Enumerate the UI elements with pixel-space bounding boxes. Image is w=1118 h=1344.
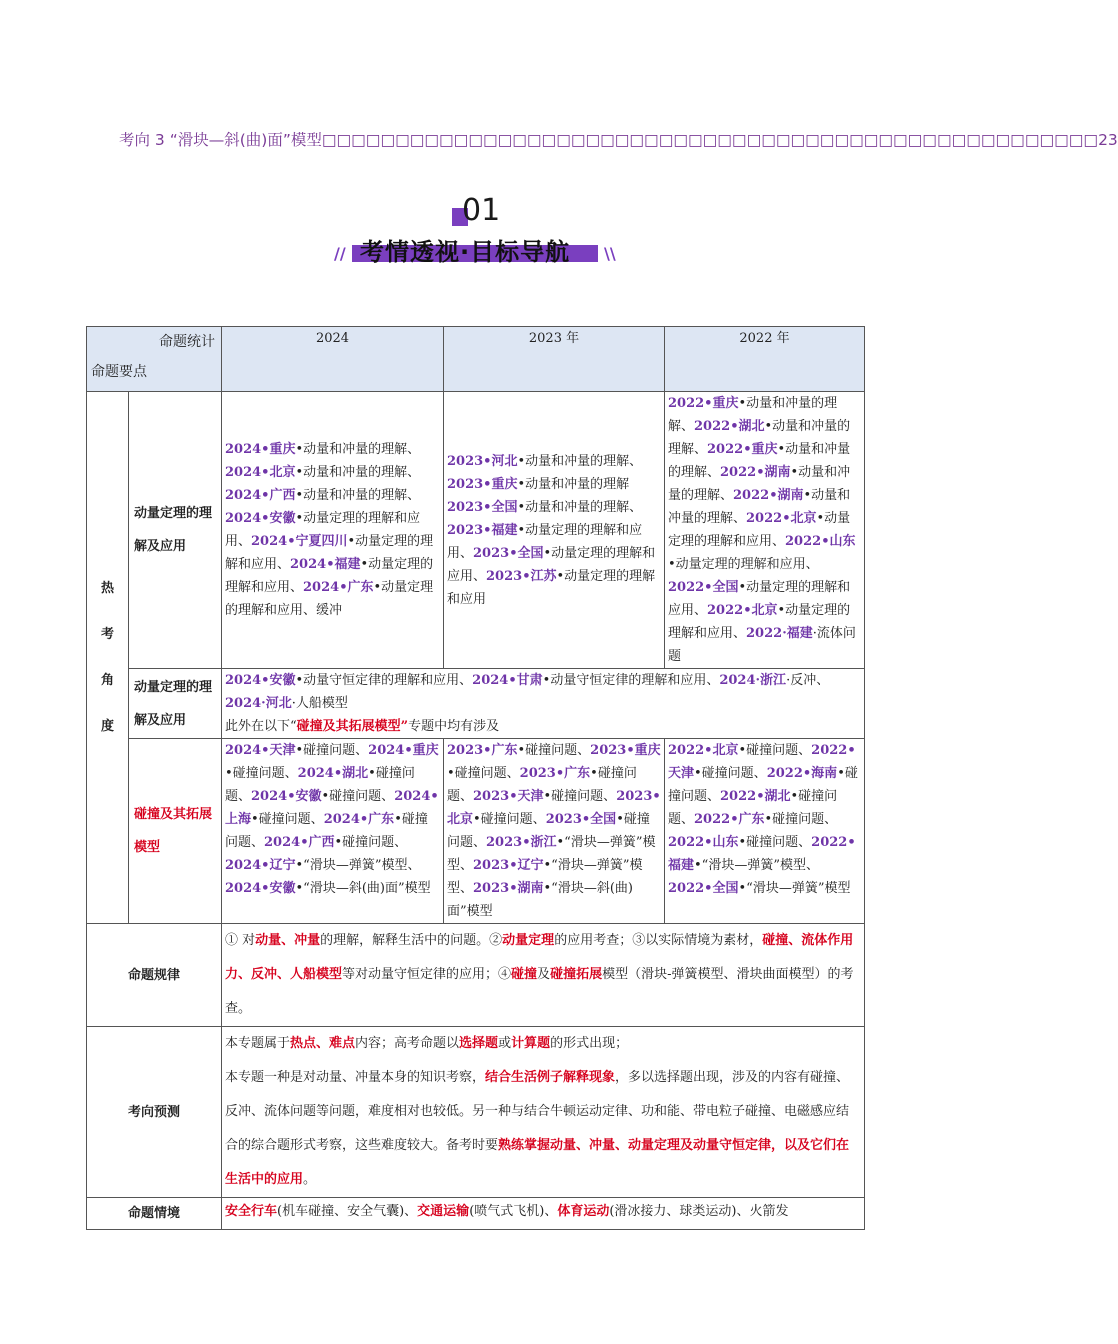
header-bottom-label: 命题要点: [91, 364, 147, 380]
table-row: [87, 739, 865, 924]
table-header-row: [87, 327, 865, 392]
exam-analysis-table: [86, 326, 865, 1230]
forecast-content: 本专题属于热点、难点内容；高考命题以选择题或计算题的形式出现； 本专题一种是对动量、冲量本身的知识考察，结合生活例子解释现象，多以选择题出现，涉及的内容有碰撞、反冲、流体问题等问题，难度相对也较低。另一种与结合牛顿运动定律、功和能、带电粒子碰撞、电磁感应结合的综合题形式考察，这些难度较大。备考时要熟练掌握动量、冲量、动量定理及动量守恒定律，以及它们在生活中的应用。: [222, 1027, 865, 1198]
toc-leader: □□□□□□□□□□□□□□□□□□□□□□□□□□□□□□□□□□□□□□□□□□□□□□□□□□□□□: [321, 131, 1099, 149]
forecast-label: 考向预测: [87, 1027, 222, 1198]
banner-slash-right: \\: [604, 244, 616, 263]
table-row: [87, 1027, 865, 1198]
cell-2024-collision: 2024•天津•碰撞问题、2024•重庆•碰撞问题、2024•湖北•碰撞问题、2024•安徽•碰撞问题、2024•上海•碰撞问题、2024•广东•碰撞问题、2024•广西•碰撞问题、2024•辽宁•“滑块—弹簧”模型、2024•安徽•“滑块—斜(曲)面”模型: [222, 739, 444, 924]
table-row: [87, 669, 865, 739]
situation-content: 安全行车(机车碰撞、安全气囊)、交通运输(喷气式飞机)、体育运动(滑冰接力、球类运动)、火箭发: [222, 1198, 865, 1230]
cell-2022-collision: 2022•北京•碰撞问题、2022•天津•碰撞问题、2022•海南•碰撞问题、2022•湖北•碰撞问题、2022•广东•碰撞问题、2022•山东•碰撞问题、2022•福建•“滑块—弹簧”模型、2022•全国•“滑块—弹簧”模型: [665, 739, 865, 924]
header-diagonal-cell: [87, 327, 222, 392]
table-row: [87, 392, 865, 669]
header-top-label: 命题统计: [159, 334, 215, 350]
table-row: [87, 924, 865, 1027]
vertical-label: 热 考 角 度: [87, 392, 129, 924]
rule-content: ① 对动量、冲量的理解，解释生活中的问题。②动量定理的应用考查；③以实际情境为素材，碰撞、流体作用力、反冲、人船模型等对动量守恒定律的应用；④碰撞及碰撞拓展模型（滑块-弹簧模型、滑块曲面模型）的考查。: [222, 924, 865, 1027]
table-row: [87, 1198, 865, 1230]
banner-slash-left: //: [334, 244, 346, 263]
section-number: 01: [462, 193, 501, 228]
row-label-momentum-conservation: 动量定理的理解及应用: [129, 669, 222, 739]
header-2022: 2022 年: [665, 327, 865, 392]
cell-2022-momentum: 2022•重庆•动量和冲量的理解、2022•湖北•动量和冲量的理解、2022•重庆•动量和冲量的理解、2022•湖南•动量和冲量的理解、2022•湖南•动量和冲量的理解、2022•北京•动量定理的理解和应用、2022•山东•动量定理的理解和应用、2022•全国•动量定理的理解和应用、2022•北京•动量定理的理解和应用、2022·福建·流体问题: [665, 392, 865, 669]
cell-2023-collision: 2023•广东•碰撞问题、2023•重庆•碰撞问题、2023•广东•碰撞问题、2023•天津•碰撞问题、2023•北京•碰撞问题、2023•全国•碰撞问题、2023•浙江•“滑块—弹簧”模型、2023•辽宁•“滑块—弹簧”模型、2023•湖南•“滑块—斜(曲)面”模型: [444, 739, 665, 924]
toc-page: 23: [1098, 131, 1118, 149]
situation-label: 命题情境: [87, 1198, 222, 1230]
cell-2024-momentum: 2024•重庆•动量和冲量的理解、2024•北京•动量和冲量的理解、2024•广西•动量和冲量的理解、2024•安徽•动量定理的理解和应用、2024•宁夏四川•动量定理的理解和应用、2024•福建•动量定理的理解和应用、2024•广东•动量定理的理解和应用、缓冲: [222, 392, 444, 669]
header-2024: 2024: [222, 327, 444, 392]
toc-entry[interactable]: [119, 128, 1118, 150]
header-2023: 2023 年: [444, 327, 665, 392]
cell-2023-momentum: 2023•河北•动量和冲量的理解、2023•重庆•动量和冲量的理解 2023•全国•动量和冲量的理解、2023•福建•动量定理的理解和应用、2023•全国•动量定理的理解和应用、2023•江苏•动量定理的理解和应用: [444, 392, 665, 669]
toc-title: 考向 3 “滑块—斜(曲)面”模型: [119, 131, 322, 149]
row-label-momentum-theorem: 动量定理的理解及应用: [129, 392, 222, 669]
rule-label: 命题规律: [87, 924, 222, 1027]
cell-conservation: 2024•安徽•动量守恒定律的理解和应用、2024•甘肃•动量守恒定律的理解和应用、2024·浙江·反冲、2024·河北·人船模型 此外在以下“碰撞及其拓展模型”专题中均有涉及: [222, 669, 865, 739]
section-title: 考情透视·目标导航: [360, 238, 571, 266]
row-label-collision: 碰撞及其拓展模型: [129, 739, 222, 924]
